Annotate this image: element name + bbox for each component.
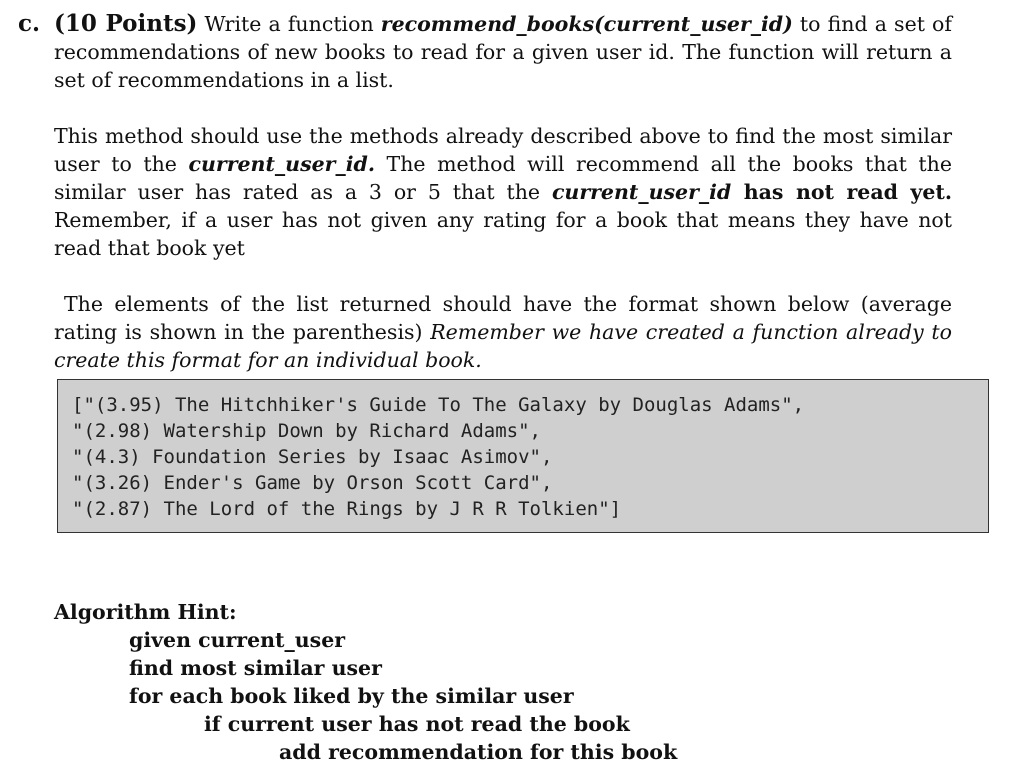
paragraph-task — [54, 10, 952, 94]
hint-step-2: find most similar user — [129, 656, 382, 680]
question-row — [18, 10, 958, 374]
code-line: "(2.87) The Lord of the Rings by J R R Tolkien"] — [72, 498, 622, 520]
task-text-b: to find a set of recommendations of new books to read for a given user id. The function will return a set of recommendations in a list. — [54, 12, 952, 92]
format-text: The elements of the list returned should have the format shown below (average rating is shown in the parenthesis) — [54, 292, 952, 344]
paragraph-method — [54, 122, 952, 262]
points-label: (10 Points) — [54, 10, 198, 37]
hint-step-1: given current_user — [129, 628, 346, 652]
code-line: "(2.98) Watership Down by Richard Adams", — [72, 420, 541, 442]
question-body — [54, 10, 952, 374]
current-user-id-ref-1: current_user_id. — [188, 152, 375, 176]
format-reminder: Remember we have created a function already to create this format for an individual book. — [54, 320, 952, 372]
algorithm-hint — [54, 598, 677, 766]
code-line: ["(3.95) The Hitchhiker's Guide To The Galaxy by Douglas Adams", — [72, 394, 805, 416]
paragraph-format — [54, 290, 952, 374]
hint-title: Algorithm Hint: — [54, 600, 237, 624]
current-user-id-ref-2: current_user_id — [551, 180, 732, 204]
not-read-emphasis: has not read yet. — [731, 180, 952, 204]
hint-step-3: for each book liked by the similar user — [129, 684, 574, 708]
method-text-b: The method will recommend all the books that the similar user has rated as a 3 or 5 that the — [54, 152, 952, 204]
code-line: "(3.26) Ender's Game by Orson Scott Card", — [72, 472, 553, 494]
question-letter: c. — [18, 10, 41, 37]
question-c — [18, 10, 958, 374]
code-line: "(4.3) Foundation Series by Isaac Asimov", — [72, 446, 553, 468]
code-example-box — [57, 379, 989, 533]
task-text-a: Write a function — [197, 12, 381, 36]
method-text-a: This method should use the methods already described above to find the most similar user to the — [54, 124, 952, 176]
function-name: recommend_books(current_user_id) — [380, 12, 793, 36]
hint-step-5: add recommendation for this book — [279, 740, 678, 764]
hint-step-4: if current user has not read the book — [204, 712, 630, 736]
method-text-c: Remember, if a user has not given any rating for a book that means they have not read that book yet — [54, 208, 952, 260]
